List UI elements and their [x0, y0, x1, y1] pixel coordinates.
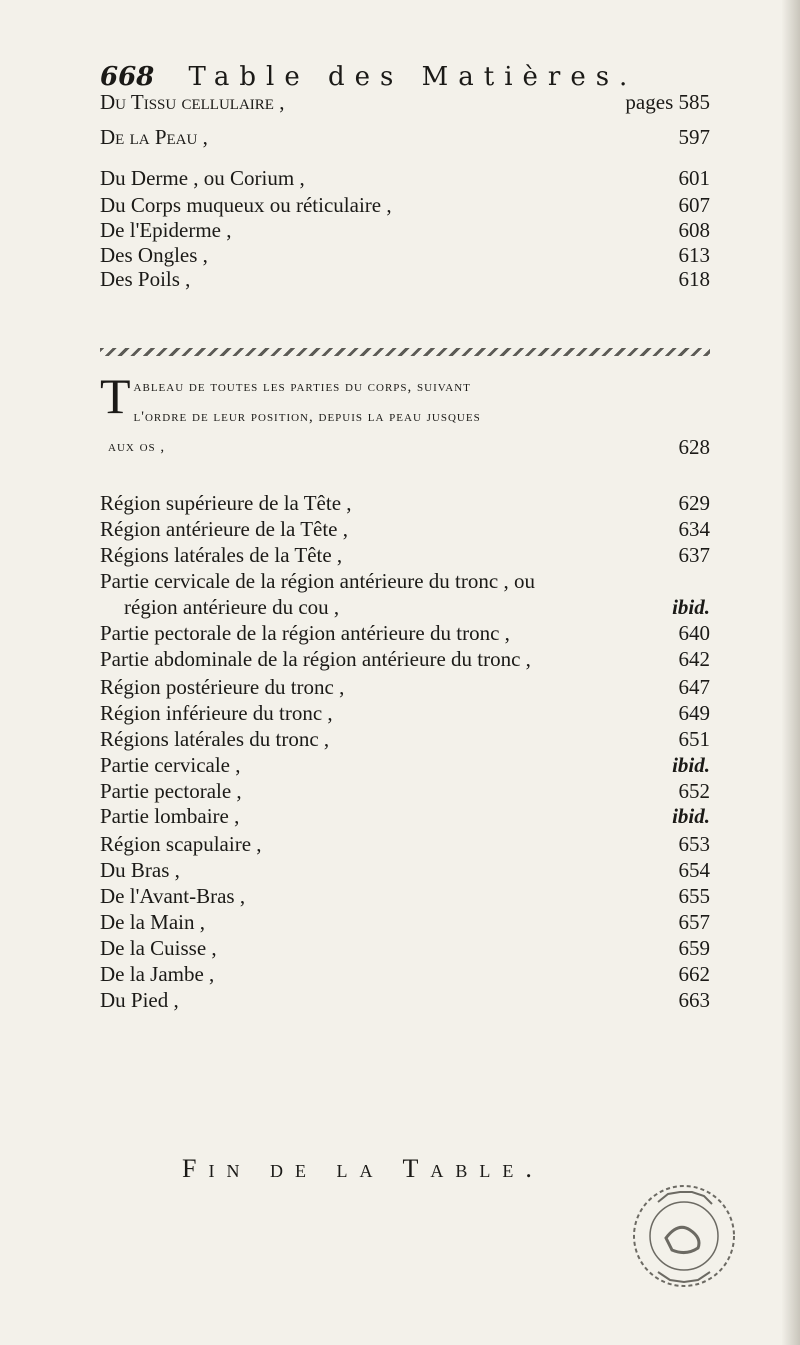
toc-entry-label: Régions latérales du tronc , — [100, 727, 330, 751]
toc-entry-page: 662 — [678, 962, 710, 986]
toc-entry — [100, 985, 710, 1015]
toc-entry-label: Du Corps muqueux ou réticulaire , — [100, 193, 392, 217]
toc-entry-page: 634 — [678, 517, 710, 541]
toc-entry-page: 663 — [678, 988, 710, 1012]
toc-entry-label: De l'Avant-Bras , — [100, 884, 246, 908]
toc-entry — [100, 87, 710, 117]
toc-entry-page: 657 — [678, 910, 710, 934]
toc-entry-label: De l'Epiderme , — [100, 218, 232, 242]
toc-entry-label: Du Tissu cellulaire , — [100, 90, 285, 114]
toc-entry-label: Région scapulaire , — [100, 832, 262, 856]
stamp-emblem — [666, 1227, 699, 1252]
tableau-heading — [100, 368, 710, 462]
end-of-table — [182, 1154, 682, 1190]
ornamental-divider — [100, 348, 710, 356]
drop-cap: T — [100, 368, 132, 424]
toc-entry-label: Région supérieure de la Tête , — [100, 491, 352, 515]
toc-entry-label: Partie pectorale de la région antérieure du tronc , — [100, 621, 510, 645]
toc-entry-label: Du Derme , ou Corium , — [100, 166, 305, 190]
toc-entry-page: ibid. — [672, 804, 710, 828]
tableau-line-1: ableau de toutes les parties du corps, suivant — [133, 379, 471, 395]
toc-entry-page: 637 — [678, 543, 710, 567]
toc-entry-page: 653 — [678, 832, 710, 856]
toc-entry-page: pages 585 — [625, 90, 710, 114]
toc-entry-label: Du Pied , — [100, 988, 179, 1012]
toc-entry-label: Du Bras , — [100, 858, 180, 882]
toc-entry — [100, 801, 710, 831]
toc-entry-label: Partie pectorale , — [100, 779, 242, 803]
toc-entry-page: 597 — [678, 125, 710, 149]
toc-entry — [100, 644, 710, 674]
tableau-line-3-text: aux os , — [108, 439, 166, 455]
toc-entry-label: Partie cervicale , — [100, 753, 241, 777]
toc-entry-page: 608 — [678, 218, 710, 242]
stamp-ring-outer — [634, 1186, 734, 1286]
toc-entry-label: De la Main , — [100, 910, 205, 934]
toc-entry-label: Partie abdominale de la région antérieure du tronc , — [100, 647, 531, 671]
library-stamp — [628, 1180, 740, 1292]
toc-entry-label: Région inférieure du tronc , — [100, 701, 333, 725]
tableau-line-2: l'ordre de leur position, depuis la peau jusques — [133, 409, 481, 425]
toc-entry-page: ibid. — [672, 753, 710, 777]
toc-entry-label: Région antérieure de la Tête , — [100, 517, 349, 541]
stamp-letters-bottom — [658, 1272, 710, 1282]
page-number: 668 — [100, 62, 155, 92]
toc-entry — [100, 264, 710, 294]
toc-entry-label: Des Ongles , — [100, 243, 208, 267]
toc-entry-label: De la Cuisse , — [100, 936, 217, 960]
toc-entry-label: région antérieure du cou , — [124, 595, 340, 619]
toc-entry-label: Partie cervicale de la région antérieure du tronc , ou — [100, 569, 535, 593]
toc-entry-page: ibid. — [672, 595, 710, 619]
toc-entry-page: 655 — [678, 884, 710, 908]
toc-entry-label: Région postérieure du tronc , — [100, 675, 345, 699]
toc-entry-page: 652 — [678, 779, 710, 803]
toc-entry-label: Des Poils , — [100, 267, 191, 291]
header-title: Table des Matières. — [188, 62, 638, 92]
toc-entry-page: 618 — [678, 267, 710, 291]
toc-entry-page: 647 — [678, 675, 710, 699]
toc-entry-page: 654 — [678, 858, 710, 882]
toc-entry-page: 613 — [678, 243, 710, 267]
stamp-ring-inner — [650, 1202, 718, 1270]
toc-entry-page: 651 — [678, 727, 710, 751]
toc-entry-label: Partie lombaire , — [100, 804, 240, 828]
toc-entry-page: 629 — [678, 491, 710, 515]
page-spine-shadow — [782, 0, 800, 1345]
toc-entry — [100, 122, 710, 152]
toc-entry-page: 642 — [678, 647, 710, 671]
toc-entry-label: De la Jambe , — [100, 962, 215, 986]
toc-entry — [100, 163, 710, 193]
toc-entry-page: 640 — [678, 621, 710, 645]
toc-entry-page: 659 — [678, 936, 710, 960]
tableau-line-3 — [100, 432, 710, 462]
toc-entry-page: 649 — [678, 701, 710, 725]
toc-entry-page: 607 — [678, 193, 710, 217]
toc-entry-page: 601 — [678, 166, 710, 190]
tableau-page: 628 — [678, 435, 710, 459]
toc-entry-label: De la Peau , — [100, 125, 208, 149]
end-of-table-text: Fin de la Table. — [182, 1154, 544, 1183]
toc-entry-label: Régions latérales de la Tête , — [100, 543, 343, 567]
